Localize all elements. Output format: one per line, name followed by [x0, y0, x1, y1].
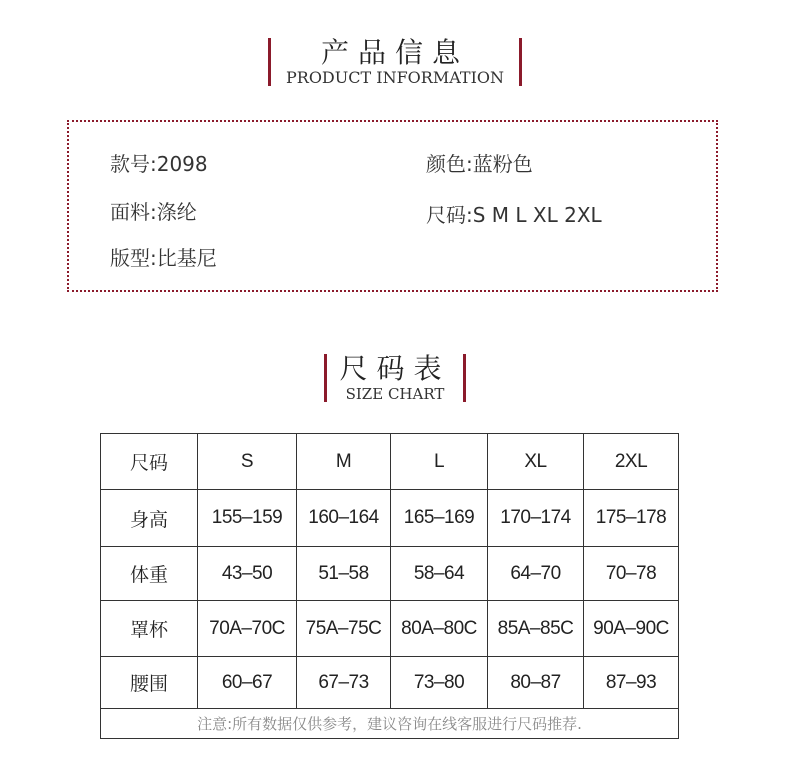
table-cell: 85A–85C — [488, 601, 584, 657]
table-cell: 80A–80C — [391, 601, 488, 657]
sizes-info: 尺码:S M L XL 2XL — [426, 203, 602, 227]
heading-bar-right — [463, 354, 466, 402]
table-cell: 73–80 — [391, 657, 488, 709]
table-cell: 87–93 — [584, 657, 679, 709]
table-header-cell: 2XL — [584, 434, 679, 490]
table-row — [101, 490, 679, 547]
table-cell: 58–64 — [391, 547, 488, 601]
table-cell: 64–70 — [488, 547, 584, 601]
table-header-cell: M — [297, 434, 391, 490]
table-cell: 155–159 — [198, 490, 297, 547]
size-chart-title-en: SIZE CHART — [345, 385, 445, 403]
table-header-cell: XL — [488, 434, 584, 490]
table-cell: 165–169 — [391, 490, 488, 547]
table-cell: 43–50 — [198, 547, 297, 601]
table-cell: 75A–75C — [297, 601, 391, 657]
table-row-label: 身高 — [101, 490, 198, 547]
product-info-title-en: PRODUCT INFORMATION — [286, 68, 504, 87]
table-header-cell: L — [391, 434, 488, 490]
table-cell: 51–58 — [297, 547, 391, 601]
table-row-label: 罩杯 — [101, 601, 198, 657]
size-chart-heading — [0, 354, 790, 403]
product-info-title-cn: 产品信息 — [320, 36, 469, 69]
table-row — [101, 657, 679, 709]
color-info: 颜色:蓝粉色 — [426, 152, 533, 176]
table-row — [101, 601, 679, 657]
table-cell: 60–67 — [198, 657, 297, 709]
size-chart-table — [100, 433, 679, 739]
table-row-label: 腰围 — [101, 657, 198, 709]
size-chart-title-cn: 尺码表 — [339, 352, 451, 385]
table-cell: 70A–70C — [198, 601, 297, 657]
style-number: 款号:2098 — [110, 152, 208, 176]
table-header-row — [101, 434, 679, 490]
heading-bar-right — [519, 38, 522, 86]
table-note-row — [101, 709, 679, 739]
table-cell: 170–174 — [488, 490, 584, 547]
table-header-cell: S — [198, 434, 297, 490]
table-cell: 160–164 — [297, 490, 391, 547]
table-cell: 80–87 — [488, 657, 584, 709]
cut-info: 版型:比基尼 — [110, 246, 217, 270]
product-info-heading — [0, 38, 790, 87]
heading-bar-left — [268, 38, 271, 86]
table-cell: 90A–90C — [584, 601, 679, 657]
table-cell: 175–178 — [584, 490, 679, 547]
size-chart-note: 注意:所有数据仅供参考，建议咨询在线客服进行尺码推荐. — [101, 709, 679, 739]
table-row-label: 体重 — [101, 547, 198, 601]
fabric-info: 面料:涤纶 — [110, 200, 197, 224]
heading-bar-left — [324, 354, 327, 402]
table-cell: 70–78 — [584, 547, 679, 601]
table-cell: 67–73 — [297, 657, 391, 709]
table-header-cell: 尺码 — [101, 434, 198, 490]
table-row — [101, 547, 679, 601]
